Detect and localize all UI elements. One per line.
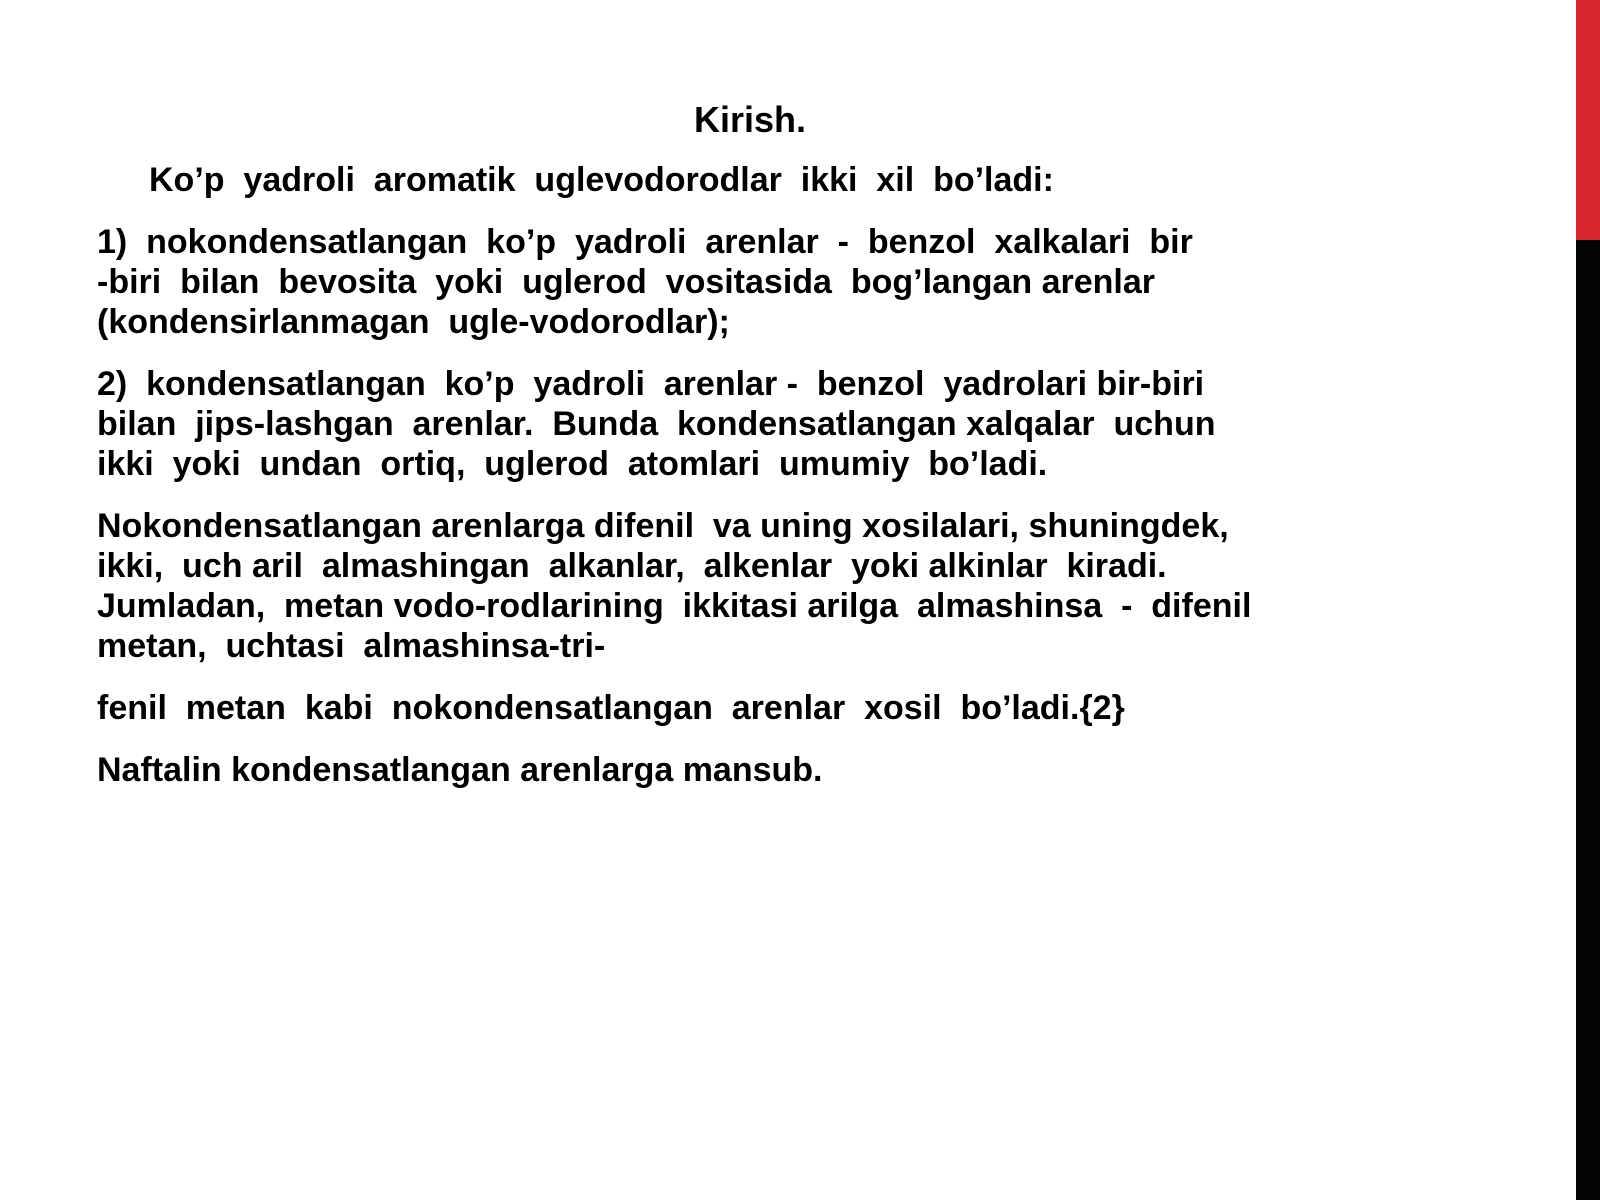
- item2-line-2: bilan jips-lashgan arenlar. Bunda kondensatlangan xalqalar uchun: [97, 405, 1216, 443]
- item1-line-1: 1) nokondensatlangan ko’p yadroli arenlar - benzol xalkalari bir: [97, 223, 1193, 261]
- item2-line-1: 2) kondensatlangan ko’p yadroli arenlar - benzol yadrolari bir-biri: [97, 365, 1205, 403]
- paragraph3-line-3: Jumladan, metan vodo-rodlarining ikkitasi arilga almashinsa - difenil: [97, 587, 1252, 625]
- item1-line-2: -biri bilan bevosita yoki uglerod vositasida bog’langan arenlar: [97, 263, 1156, 301]
- item2-line-3: ikki yoki undan ortiq, uglerod atomlari umumiy bo’ladi.: [97, 445, 1048, 483]
- accent-bar-red: [1576, 0, 1600, 240]
- paragraph3-line-2: ikki, uch aril almashingan alkanlar, alkenlar yoki alkinlar kiradi.: [97, 547, 1167, 585]
- paragraph4-line: fenil metan kabi nokondensatlangan arenlar xosil bo’ladi.{2}: [97, 689, 1125, 727]
- paragraph5-line: Naftalin kondensatlangan arenlarga mansub.: [97, 751, 823, 789]
- item1-line-3: (kondensirlanmagan ugle-vodorodlar);: [97, 303, 730, 341]
- accent-bar-black: [1576, 240, 1600, 1200]
- intro-line: Ko’p yadroli aromatik uglevodorodlar ikki xil bo’ladi:: [149, 161, 1054, 199]
- paragraph3-line-4: metan, uchtasi almashinsa-tri-: [97, 627, 606, 665]
- slide-title: Kirish.: [694, 99, 807, 140]
- paragraph3-line-1: Nokondensatlangan arenlarga difenil va uning xosilalari, shuningdek,: [97, 507, 1229, 545]
